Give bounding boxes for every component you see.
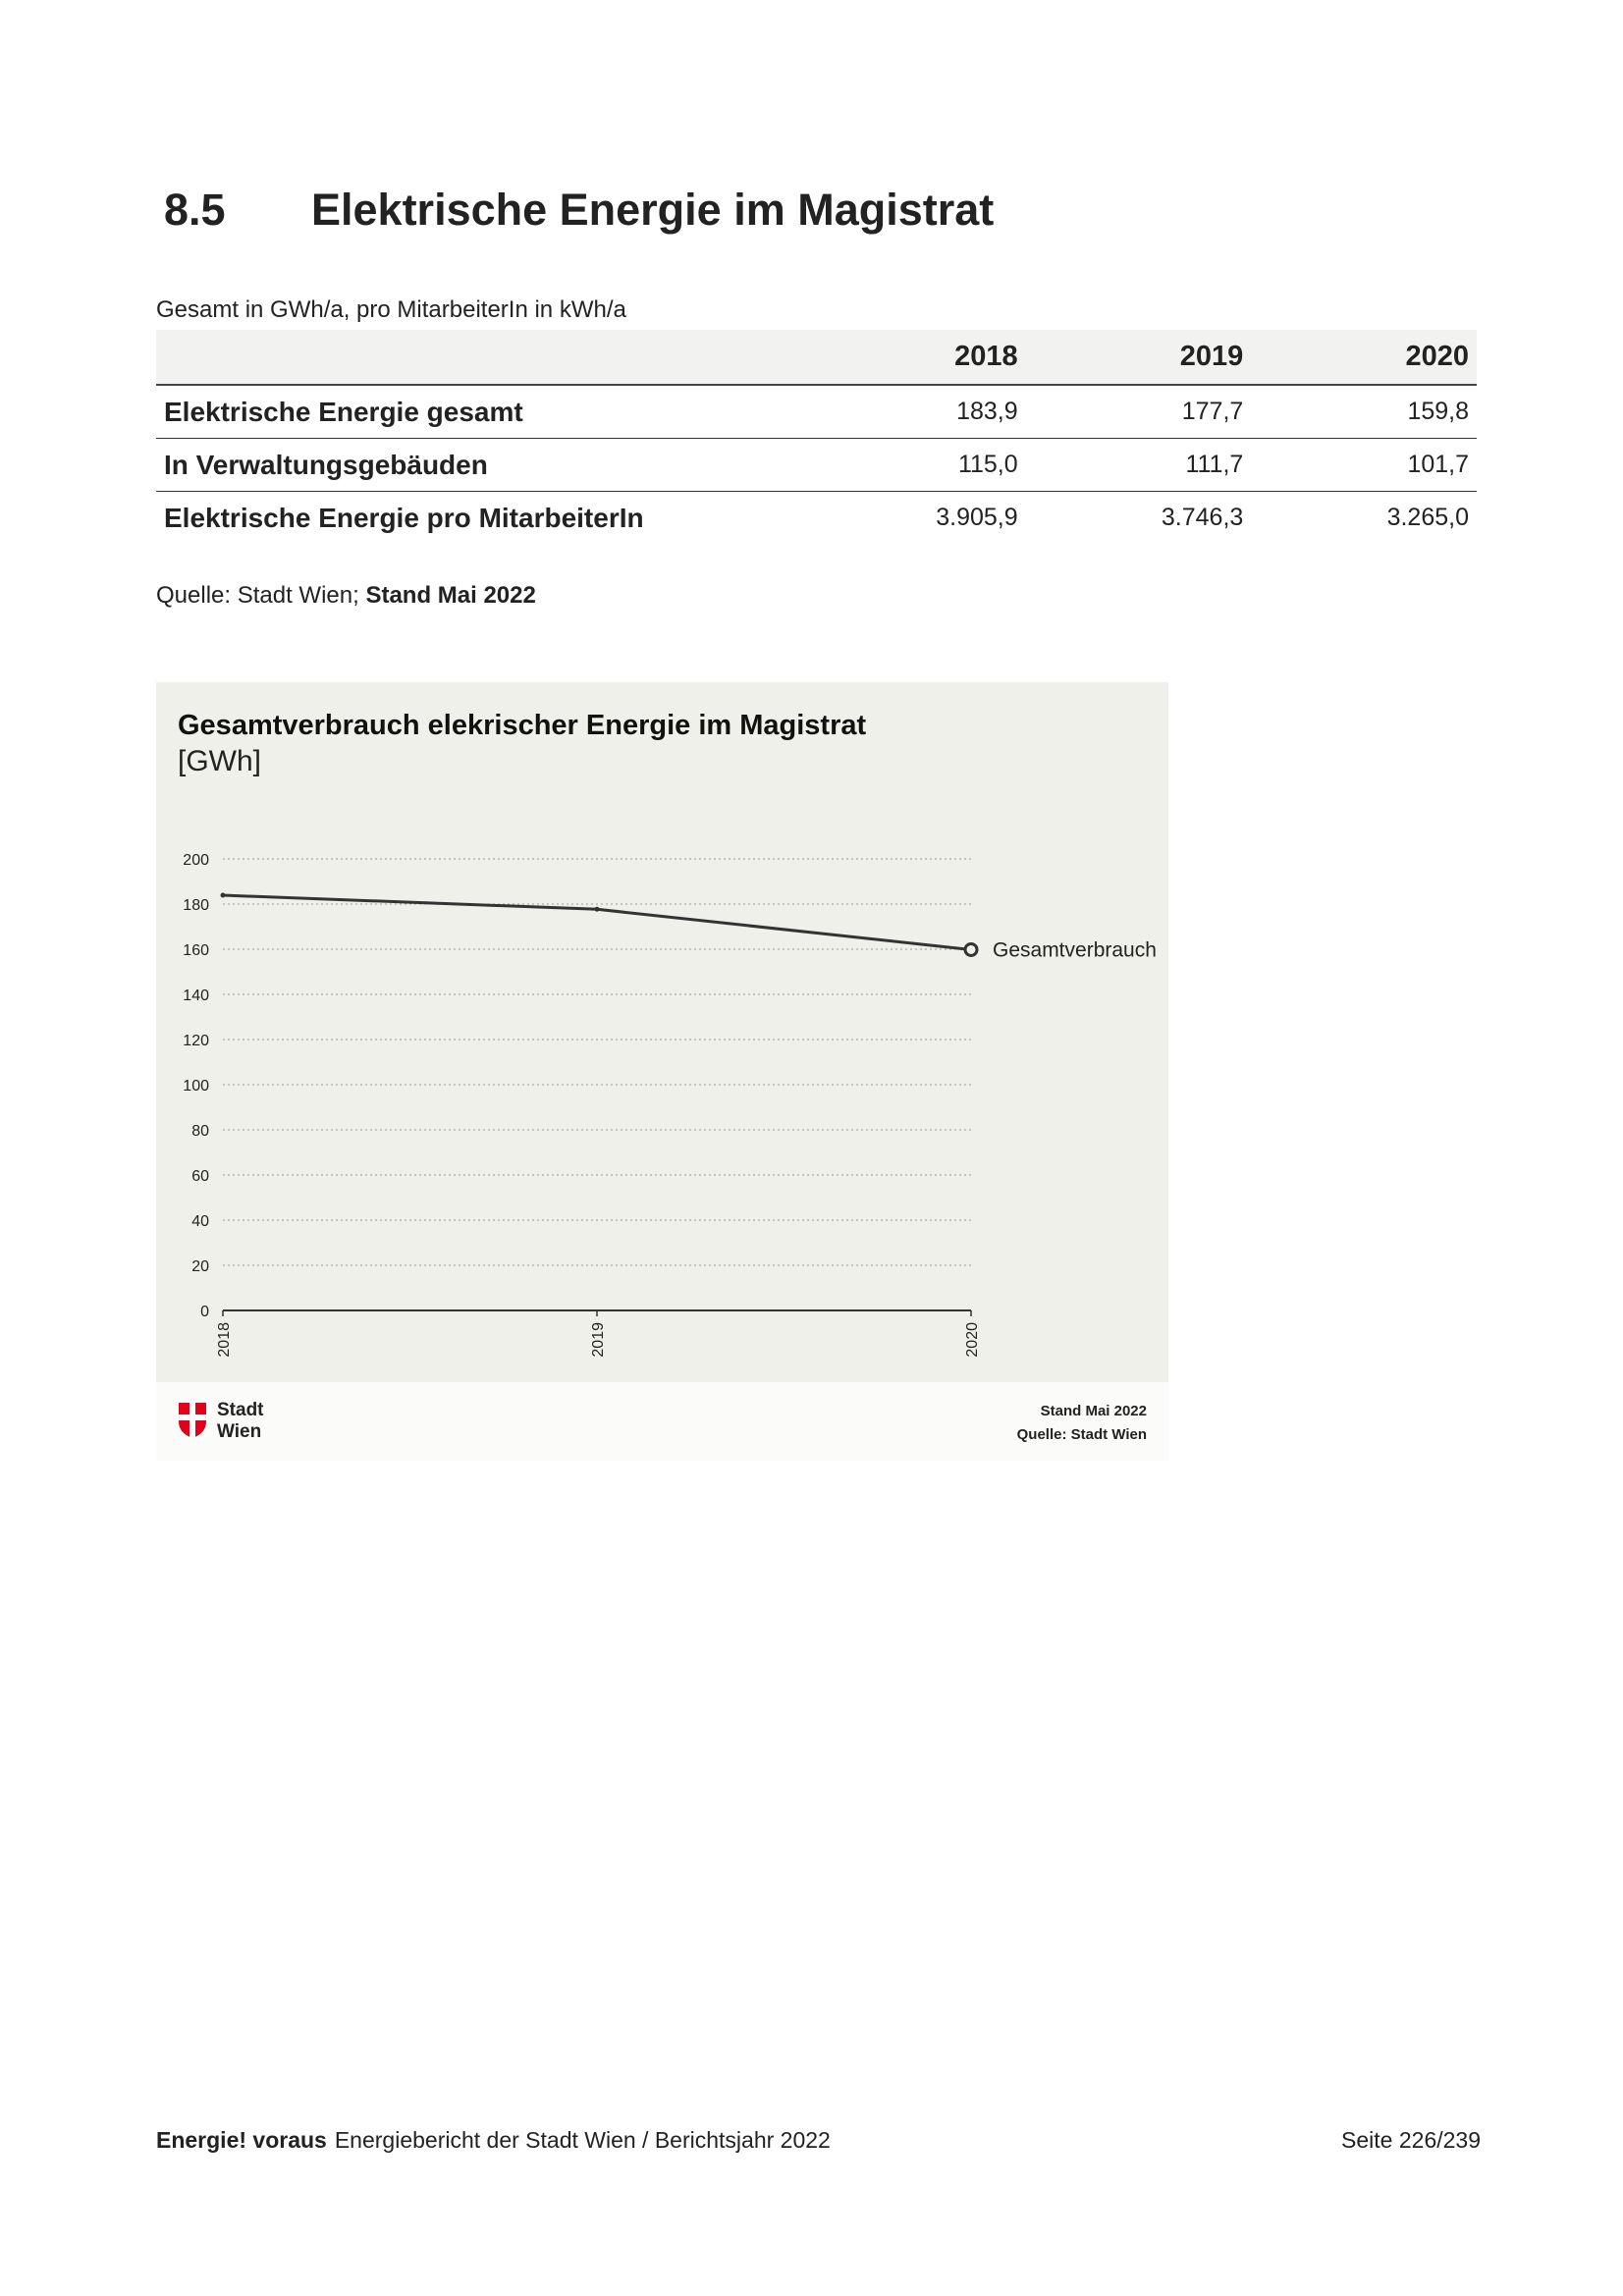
table-row bbox=[156, 492, 1477, 545]
chart-meta bbox=[1017, 1400, 1147, 1447]
logo-line-1: Stadt bbox=[217, 1400, 264, 1420]
table-caption: Gesamt in GWh/a, pro MitarbeiterIn in kWh/a bbox=[156, 296, 626, 323]
cell-value: 111,7 bbox=[1026, 439, 1252, 492]
logo-text bbox=[217, 1400, 264, 1443]
cell-value: 3.746,3 bbox=[1161, 504, 1244, 531]
y-tick-label: 120 bbox=[183, 1033, 209, 1049]
x-tick-label: 2019 bbox=[590, 1322, 607, 1358]
x-tick-label: 2018 bbox=[216, 1322, 233, 1358]
y-tick-label: 80 bbox=[191, 1123, 209, 1140]
table-source bbox=[156, 582, 536, 610]
table-row bbox=[156, 439, 1477, 492]
row-label: Elektrische Energie gesamt bbox=[156, 385, 800, 439]
line-chart bbox=[156, 682, 1168, 1382]
chart-stand: Stand Mai 2022 bbox=[1040, 1403, 1147, 1419]
chart-panel bbox=[156, 682, 1168, 1382]
source-stand: Stand Mai 2022 bbox=[365, 582, 536, 609]
y-tick-label: 20 bbox=[191, 1258, 209, 1275]
stadt-wien-logo-icon bbox=[178, 1402, 207, 1439]
data-point bbox=[221, 893, 225, 897]
data-point bbox=[595, 907, 599, 911]
y-tick-label: 100 bbox=[183, 1078, 209, 1095]
energy-table bbox=[156, 330, 1477, 544]
section-number: 8.5 bbox=[164, 185, 226, 235]
chart-source: Quelle: Stadt Wien bbox=[1016, 1426, 1147, 1443]
cell-value: 159,8 bbox=[1251, 385, 1477, 439]
table-header-label bbox=[156, 330, 800, 385]
table-header-2020: 2020 bbox=[1251, 330, 1477, 385]
y-tick-label: 40 bbox=[191, 1213, 209, 1230]
cell-value: 3.265,0 bbox=[1386, 504, 1469, 531]
series-line bbox=[223, 895, 971, 949]
cell-value: 101,7 bbox=[1251, 439, 1477, 492]
x-tick-label: 2020 bbox=[964, 1322, 981, 1358]
table-header-row bbox=[156, 330, 1477, 385]
section-heading bbox=[164, 185, 994, 236]
series-label: Gesamtverbrauch bbox=[993, 938, 1157, 962]
cell-value: 115,0 bbox=[800, 439, 1026, 492]
footer-brand: Energie! voraus bbox=[156, 2127, 327, 2153]
source-prefix: Quelle: Stadt Wien; bbox=[156, 582, 359, 609]
chart-unit: [GWh] bbox=[178, 745, 262, 777]
cell-value: 3.905,9 bbox=[936, 504, 1018, 531]
chart-footer bbox=[156, 1382, 1168, 1461]
logo-line-2: Wien bbox=[217, 1421, 262, 1442]
cell-value: 177,7 bbox=[1026, 385, 1252, 439]
chart-title: Gesamtverbrauch elekrischer Energie im Magistrat bbox=[178, 710, 867, 741]
cell-value: 183,9 bbox=[800, 385, 1026, 439]
page-footer-left bbox=[156, 2127, 831, 2154]
row-label: Elektrische Energie pro MitarbeiterIn bbox=[164, 502, 644, 533]
y-tick-label: 140 bbox=[183, 988, 209, 1004]
table-row bbox=[156, 385, 1477, 439]
table-header-2018: 2018 bbox=[800, 330, 1026, 385]
y-tick-label: 180 bbox=[183, 897, 209, 914]
y-tick-label: 200 bbox=[183, 852, 209, 869]
page-number: Seite 226/239 bbox=[1341, 2127, 1481, 2153]
y-tick-label: 160 bbox=[183, 942, 209, 959]
y-tick-label: 60 bbox=[191, 1168, 209, 1185]
series-end-marker bbox=[965, 943, 977, 955]
y-tick-label: 0 bbox=[200, 1304, 209, 1320]
row-label: In Verwaltungsgebäuden bbox=[156, 439, 800, 492]
table-header-2019: 2019 bbox=[1026, 330, 1252, 385]
section-title: Elektrische Energie im Magistrat bbox=[311, 185, 995, 235]
footer-text: Energiebericht der Stadt Wien / Berichtsjahr 2022 bbox=[334, 2127, 831, 2153]
